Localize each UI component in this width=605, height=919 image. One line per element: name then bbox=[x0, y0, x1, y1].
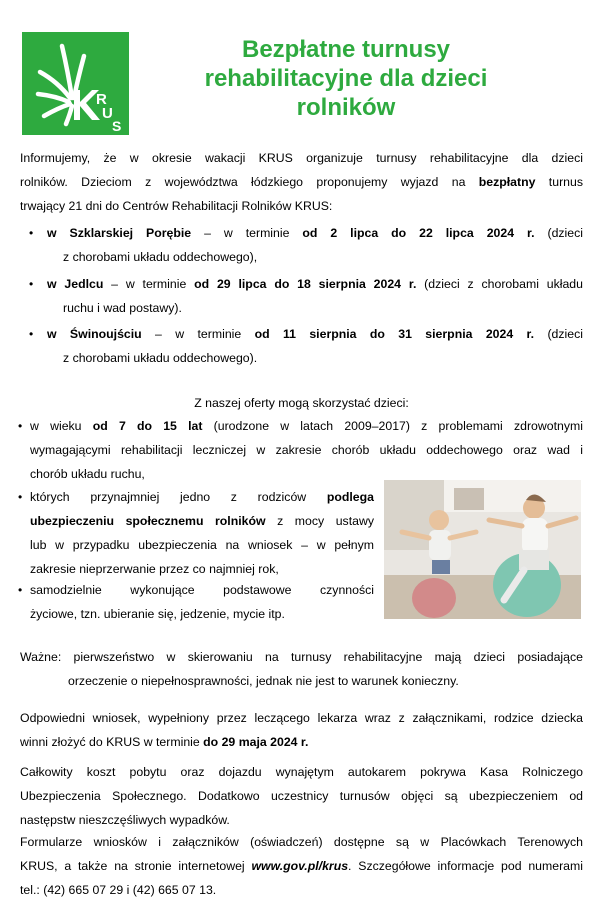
cost-paragraph bbox=[20, 760, 583, 832]
svg-text:S: S bbox=[112, 118, 122, 134]
criteria-item bbox=[18, 485, 374, 581]
svg-text:U: U bbox=[102, 105, 113, 122]
text-line: tel.: (42) 665 07 29 i (42) 665 07 13. bbox=[20, 883, 217, 897]
text-line: wymagającymi rehabilitacji leczniczej w zakresie chorób układu oddechowego oraz wad i bbox=[30, 443, 583, 457]
text-line: ubezpieczeniu społecznemu rolników z mocy ustawy bbox=[30, 514, 374, 528]
text-line: samodzielnie wykonujące podstawowe czynności bbox=[30, 583, 374, 597]
text-line: winni złożyć do KRUS w terminie do 29 maja 2024 r. bbox=[20, 735, 309, 749]
bullet-icon: • bbox=[29, 327, 34, 341]
bullet-icon: • bbox=[18, 583, 23, 597]
important-note bbox=[20, 645, 583, 693]
bullet-icon: • bbox=[29, 277, 34, 291]
text-line: orzeczenie o niepełnosprawności, jednak nie jest to warunek konieczny. bbox=[68, 674, 459, 688]
text-line: KRUS, a także na stronie internetowej www.gov.pl/krus. Szczegółowe informacje pod numerami bbox=[20, 859, 583, 873]
text-line: rolników. Dzieciom z województwa łódzkiego proponujemy wyjazd na bezpłatny turnus bbox=[20, 175, 583, 189]
intro-paragraph bbox=[20, 146, 583, 218]
text-line: w wieku od 7 do 15 lat (urodzone w latach 2009–2017) z problemami zdrowotnymi bbox=[30, 419, 583, 433]
krus-logo-mark bbox=[22, 32, 129, 135]
text-line: zakresie nieprzerwanie przez co najmniej rok, bbox=[30, 562, 279, 576]
text-line: Ubezpieczenia Społecznego. Dodatkowo uczestnicy turnusów objęci są ubezpieczeniem od bbox=[20, 789, 583, 803]
location-item bbox=[29, 322, 583, 370]
bullet-icon: • bbox=[18, 419, 23, 433]
criteria-item bbox=[18, 414, 583, 486]
location-item bbox=[29, 272, 583, 320]
text-line: Ważne: pierwszeństwo w skierowaniu na turnusy rehabilitacyjne mają dzieci posiadające bbox=[20, 650, 583, 664]
text-line: w Szklarskiej Porębie – w terminie od 2 lipca do 22 lipca 2024 r. (dzieci bbox=[47, 226, 584, 240]
text-line: Odpowiedni wniosek, wypełniony przez leczącego lekarza wraz z załącznikami, rodzice dziecka bbox=[20, 711, 583, 725]
bullet-icon: • bbox=[18, 490, 23, 504]
application-paragraph bbox=[20, 706, 583, 754]
text-line: Całkowity koszt pobytu oraz dojazdu wynajętym autokarem pokrywa Kasa Rolniczego bbox=[20, 765, 583, 779]
title-line: Bezpłatne turnusy bbox=[241, 36, 451, 63]
title-line: rehabilitacyjne dla dzieci bbox=[204, 65, 488, 92]
text-line: ruchu i wad postawy). bbox=[63, 301, 182, 315]
text-line: z chorobami układu oddechowego), bbox=[63, 250, 258, 264]
svg-text:R: R bbox=[96, 91, 107, 108]
text-line: trwający 21 dni do Centrów Rehabilitacji Rolników KRUS: bbox=[20, 199, 333, 213]
text-line: następstw nieszczęśliwych wypadków. bbox=[20, 813, 230, 827]
photo-illustration bbox=[384, 480, 581, 619]
text-line: życiowe, tzn. ubieranie się, jedzenie, mycie itp. bbox=[30, 607, 285, 621]
text-line: chorób układu ruchu, bbox=[30, 467, 145, 481]
title-line: rolników bbox=[296, 94, 396, 121]
location-item bbox=[29, 221, 584, 269]
page-title bbox=[140, 35, 552, 122]
website-link[interactable]: www.gov.pl/krus bbox=[251, 859, 349, 873]
krus-logo bbox=[22, 32, 129, 135]
forms-paragraph bbox=[20, 830, 583, 902]
text-line: Informujemy, że w okresie wakacji KRUS organizuje turnusy rehabilitacyjne dla dzieci bbox=[20, 151, 583, 165]
text-line: Formularze wniosków i załączników (oświadczeń) dostępne są w Placówkach Terenowych bbox=[20, 835, 583, 849]
text-line: w Świnoujściu – w terminie od 11 sierpnia do 31 sierpnia 2024 r. (dzieci bbox=[47, 327, 583, 341]
criteria-item bbox=[18, 578, 374, 626]
rehabilitation-photo bbox=[384, 480, 581, 619]
bullet-icon: • bbox=[29, 226, 34, 240]
offer-heading: Z naszej oferty mogą skorzystać dzieci: bbox=[194, 396, 409, 410]
text-line: lub w przypadku ubezpieczenia na wniosek – w pełnym bbox=[30, 538, 374, 552]
text-line: w Jedlcu – w terminie od 29 lipca do 18 sierpnia 2024 r. (dzieci z chorobami układu bbox=[47, 277, 583, 291]
text-line: z chorobami układu oddechowego). bbox=[63, 351, 258, 365]
text-line: których przynajmniej jedno z rodziców podlega bbox=[30, 490, 374, 504]
